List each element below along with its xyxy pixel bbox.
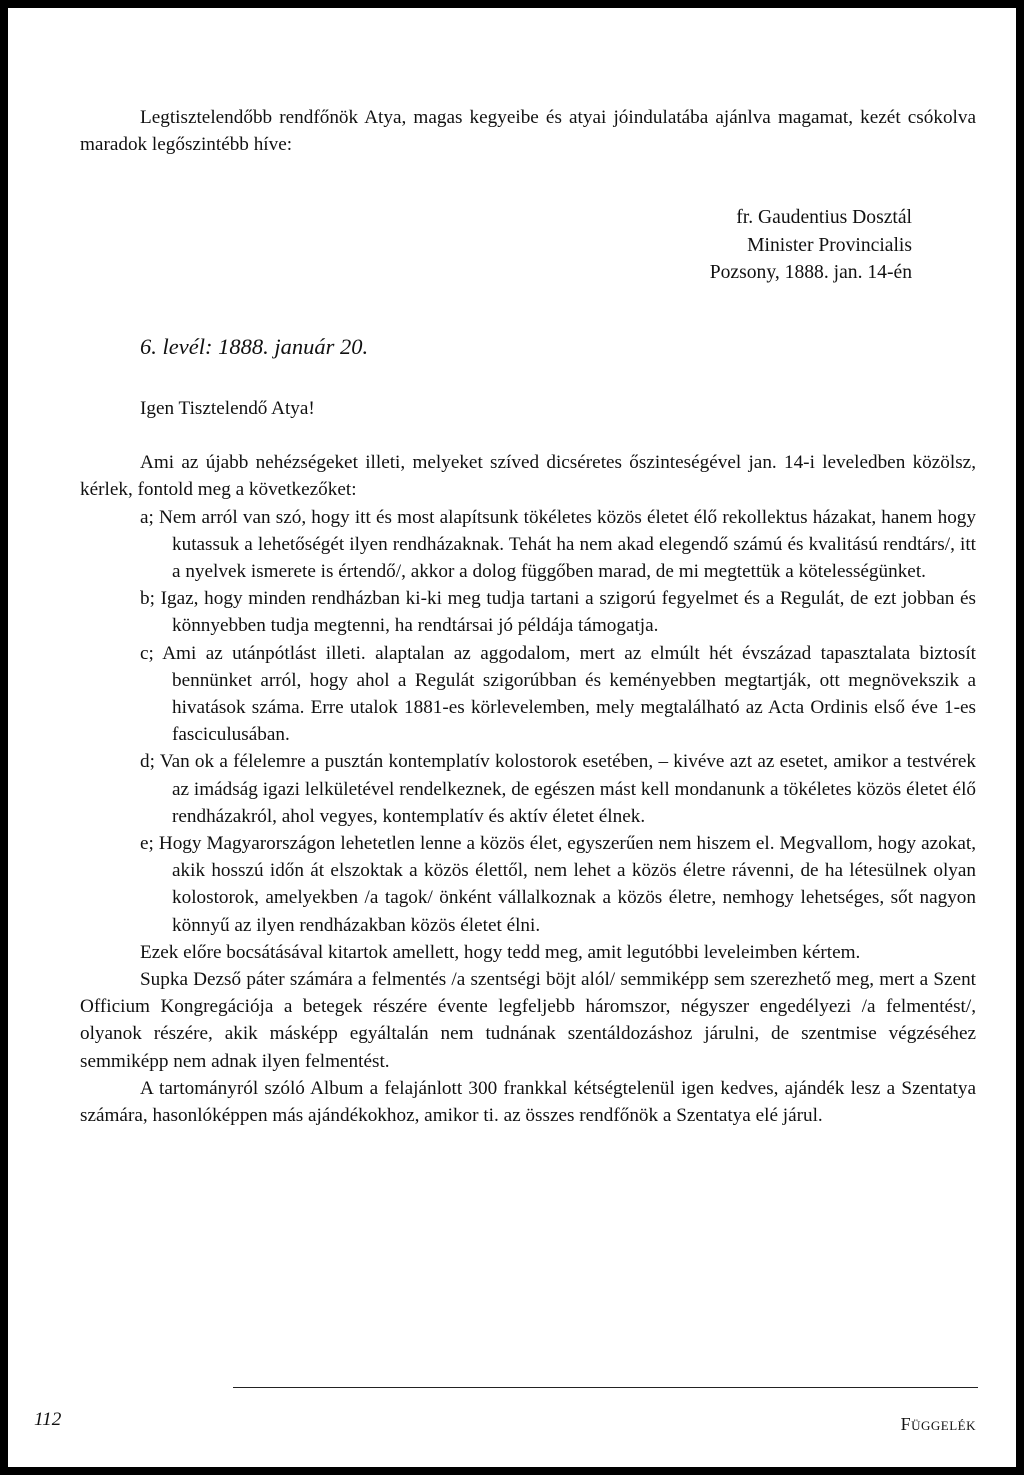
page-number: 112	[34, 1409, 62, 1430]
list-item-b: b; Igaz, hogy minden rendházban ki-ki meg tudja tartani a szigorú fegyelmet és a Regulát, de ezt jobban és könnyebben tudja megtenni, ha rendtársai jó példája támogatja.	[140, 588, 976, 637]
signature-block	[80, 204, 912, 286]
list-item-e: e; Hogy Magyarországon lehetetlen lenne a közös élet, egyszerűen nem hiszem el. Megvallom, hogy azokat, akik hosszú időn át elszoktak a közös élettől, nem lehet a közös életre rávenni, de ha létesülnek olyan kolostorok, amelyekben /a tagok/ önként vállalkoznak a közös életre, nemhogy lehetséges, sőt nagyon könnyű az ilyen rendházakban közös életet élni.	[140, 833, 976, 936]
running-footer-title: Függelék	[900, 1414, 976, 1434]
list-item-a: a; Nem arról van szó, hogy itt és most alapítsunk tökéletes közös életet élő rekollektus házakat, hanem hogy kutassuk a lehetőségét ilyen rendházaknak. Tehát ha nem akad elegendő számú és kvalitású rendtárs/, itt a nyelvek ismerete is értendő/, akkor a dolog függőben marad, de mi megtettük a kötelességünket.	[140, 506, 976, 583]
salutation: Igen Tisztelendő Atya!	[140, 398, 315, 420]
signature-title: Minister Provincialis	[747, 234, 912, 256]
page-body	[80, 104, 976, 1129]
closing-formula: Legtisztelendőbb rendfőnök Atya, magas kegyeibe és atyai jóindulatába ajánlva magamat, kezét csókolva maradok legőszintébb híve:	[80, 107, 976, 156]
list-item-c: c; Ami az utánpótlást illeti. alaptalan az aggodalom, mert az elmúlt hét évszázad tapasztalata biztosít bennünket arról, hogy ahol a Regulát szigorúbban és keményebben megtartják, ott megnövekszik a hivatások száma. Erre utalok 1881-es körlevelemben, mely megtalálható az Acta Ordinis első éve 1-es fasciculusában.	[140, 642, 976, 746]
body-paragraph: Supka Dezső páter számára a felmentés /a szentségi böjt alól/ semmiképp sem szerezhető meg, mert a Szent Officium Kongregációja a betegek részére évente legfeljebb háromszor, négyszer engedélyezi /a felmentést/, olyanok részére, akik másképp egyáltalán nem tudnának szentáldozáshoz járulni, de szentmise végzéséhez semmiképp nem adnak ilyen felmentést.	[80, 969, 976, 1072]
footer-divider	[233, 1387, 978, 1388]
document-page	[8, 8, 1016, 1467]
signature-name: fr. Gaudentius Dosztál	[736, 207, 912, 229]
letter-heading: 6. levél: 1888. január 20.	[140, 334, 369, 360]
signature-place-date: Pozsony, 1888. jan. 14-én	[709, 261, 912, 283]
body-paragraph: A tartományról szóló Album a felajánlott 300 frankkal kétségtelenül igen kedves, ajándék lesz a Szentatya számára, hasonlóképpen más ajándékokhoz, amikor ti. az összes rendfőnök a Szentatya elé járul.	[80, 1077, 976, 1127]
list-item-d: d; Van ok a félelemre a pusztán kontemplatív kolostorok esetében, – kivéve azt az esetet, amikor a testvérek az imádság igazi lelkületével rendelkeznek, de egészen mást kell mondanunk a tökéletes közös életet élő rendházakról, ahol vegyes, kontemplatív és aktív életet élnek.	[140, 751, 976, 827]
body-paragraph: Ezek előre bocsátásával kitartok amellett, hogy tedd meg, amit legutóbbi leveleimben kértem.	[140, 941, 861, 963]
intro-paragraph: Ami az újabb nehézségeket illeti, melyeket szíved dicséretes őszinteségével jan. 14-i leveledben közölsz, kérlek, fontold meg a következőket:	[80, 452, 976, 501]
